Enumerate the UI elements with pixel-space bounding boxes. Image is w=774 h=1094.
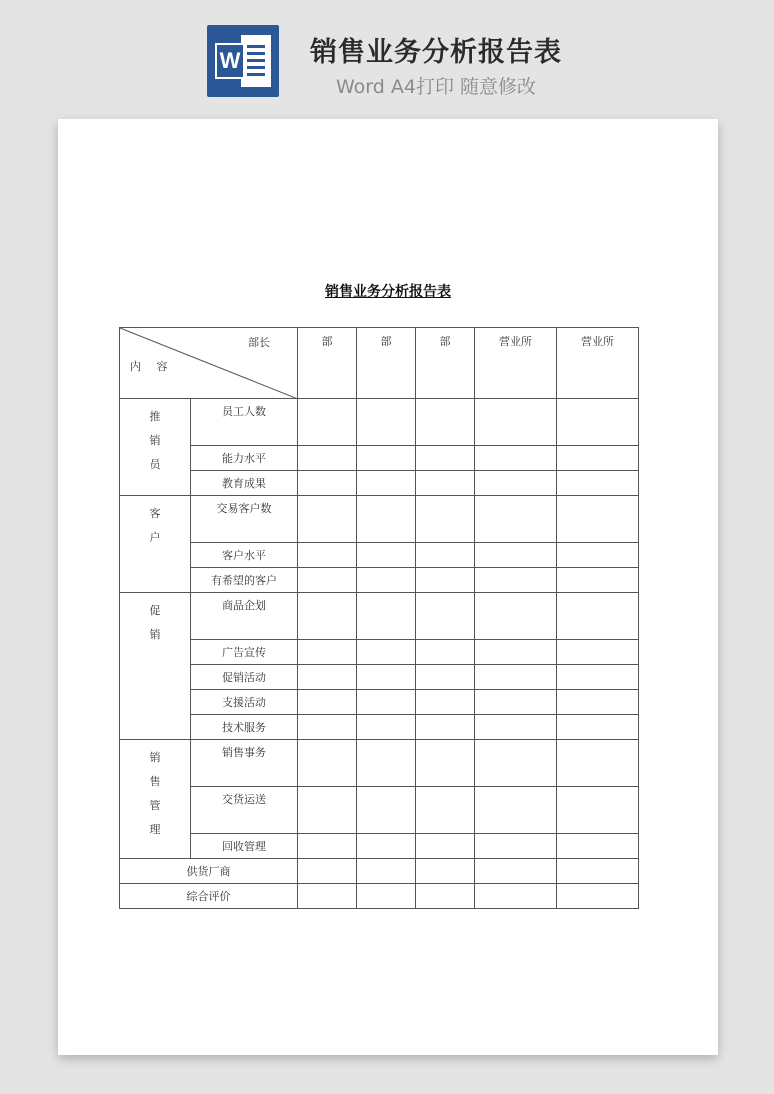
data-cell[interactable] bbox=[557, 640, 639, 665]
data-cell[interactable] bbox=[357, 593, 416, 640]
data-cell[interactable] bbox=[298, 715, 357, 740]
app-subtitle: Word A4打印 随意修改 bbox=[335, 76, 536, 98]
data-cell[interactable] bbox=[557, 787, 639, 834]
table-row bbox=[120, 740, 639, 787]
data-cell[interactable] bbox=[475, 593, 557, 640]
table-row bbox=[120, 543, 639, 568]
data-cell[interactable] bbox=[475, 787, 557, 834]
corner-content-label: 内 容 bbox=[130, 360, 174, 373]
data-cell[interactable] bbox=[298, 496, 357, 543]
header bbox=[0, 0, 774, 110]
column-header: 部 bbox=[357, 328, 416, 399]
data-cell[interactable] bbox=[357, 640, 416, 665]
data-cell[interactable] bbox=[298, 640, 357, 665]
table-row bbox=[120, 690, 639, 715]
data-cell[interactable] bbox=[475, 543, 557, 568]
data-cell[interactable] bbox=[416, 543, 475, 568]
data-cell[interactable] bbox=[475, 690, 557, 715]
data-cell[interactable] bbox=[557, 568, 639, 593]
row-label: 能力水平 bbox=[191, 446, 298, 471]
report-table bbox=[119, 327, 639, 909]
data-cell[interactable] bbox=[416, 787, 475, 834]
row-label: 技术服务 bbox=[191, 715, 298, 740]
data-cell[interactable] bbox=[298, 446, 357, 471]
table-row bbox=[120, 834, 639, 859]
data-cell[interactable] bbox=[557, 834, 639, 859]
row-label: 支援活动 bbox=[191, 690, 298, 715]
data-cell[interactable] bbox=[416, 399, 475, 446]
row-label: 交易客户数 bbox=[191, 496, 298, 543]
data-cell[interactable] bbox=[475, 715, 557, 740]
data-cell[interactable] bbox=[298, 568, 357, 593]
logo-letter: W bbox=[215, 43, 245, 79]
row-label: 教育成果 bbox=[191, 471, 298, 496]
column-header: 部 bbox=[298, 328, 357, 399]
data-cell[interactable] bbox=[357, 446, 416, 471]
data-cell[interactable] bbox=[357, 884, 416, 909]
table-row bbox=[120, 399, 639, 446]
data-cell[interactable] bbox=[475, 834, 557, 859]
data-cell[interactable] bbox=[416, 834, 475, 859]
table-row bbox=[120, 715, 639, 740]
data-cell[interactable] bbox=[298, 399, 357, 446]
data-cell[interactable] bbox=[557, 690, 639, 715]
data-cell[interactable] bbox=[475, 859, 557, 884]
data-cell[interactable] bbox=[357, 690, 416, 715]
row-label: 综合评价 bbox=[120, 884, 298, 909]
table-row bbox=[120, 568, 639, 593]
data-cell[interactable] bbox=[416, 690, 475, 715]
table-row bbox=[120, 446, 639, 471]
word-logo-icon bbox=[207, 25, 279, 97]
data-cell[interactable] bbox=[298, 593, 357, 640]
data-cell[interactable] bbox=[357, 715, 416, 740]
data-cell[interactable] bbox=[416, 859, 475, 884]
data-cell[interactable] bbox=[298, 787, 357, 834]
column-header: 部 bbox=[416, 328, 475, 399]
data-cell[interactable] bbox=[298, 834, 357, 859]
data-cell[interactable] bbox=[416, 446, 475, 471]
data-cell[interactable] bbox=[357, 543, 416, 568]
data-cell[interactable] bbox=[416, 740, 475, 787]
data-cell[interactable] bbox=[298, 740, 357, 787]
row-label: 促销活动 bbox=[191, 665, 298, 690]
data-cell[interactable] bbox=[357, 740, 416, 787]
corner-dept-label: 部长 bbox=[248, 336, 270, 349]
data-cell[interactable] bbox=[357, 787, 416, 834]
data-cell[interactable] bbox=[475, 884, 557, 909]
data-cell[interactable] bbox=[557, 496, 639, 543]
app-title: 销售业务分析报告表 bbox=[310, 37, 562, 68]
data-cell[interactable] bbox=[416, 715, 475, 740]
table-row bbox=[120, 665, 639, 690]
data-cell[interactable] bbox=[475, 640, 557, 665]
row-label: 交货运送 bbox=[191, 787, 298, 834]
data-cell[interactable] bbox=[557, 399, 639, 446]
column-header: 营业所 bbox=[557, 328, 639, 399]
row-label: 销售事务 bbox=[191, 740, 298, 787]
row-label: 客户水平 bbox=[191, 543, 298, 568]
data-cell[interactable] bbox=[357, 496, 416, 543]
group-label: 客 户 bbox=[120, 496, 191, 593]
row-label: 广告宣传 bbox=[191, 640, 298, 665]
table-row bbox=[120, 496, 639, 543]
row-label: 回收管理 bbox=[191, 834, 298, 859]
data-cell[interactable] bbox=[475, 740, 557, 787]
data-cell[interactable] bbox=[557, 446, 639, 471]
group-label: 销 售 管 理 bbox=[120, 740, 191, 859]
page-lines-icon bbox=[241, 35, 271, 87]
data-cell[interactable] bbox=[298, 884, 357, 909]
data-cell[interactable] bbox=[416, 665, 475, 690]
data-cell[interactable] bbox=[475, 496, 557, 543]
table-header-row bbox=[120, 328, 639, 399]
data-cell[interactable] bbox=[475, 568, 557, 593]
row-label: 商品企划 bbox=[191, 593, 298, 640]
group-label: 促 销 bbox=[120, 593, 191, 740]
data-cell[interactable] bbox=[557, 471, 639, 496]
data-cell[interactable] bbox=[357, 859, 416, 884]
group-label: 推 销 员 bbox=[120, 399, 191, 496]
data-cell[interactable] bbox=[298, 665, 357, 690]
data-cell[interactable] bbox=[475, 471, 557, 496]
data-cell[interactable] bbox=[357, 471, 416, 496]
data-cell[interactable] bbox=[298, 471, 357, 496]
table-row bbox=[120, 787, 639, 834]
data-cell[interactable] bbox=[357, 665, 416, 690]
data-cell[interactable] bbox=[557, 715, 639, 740]
data-cell[interactable] bbox=[557, 665, 639, 690]
row-label: 供货厂商 bbox=[120, 859, 298, 884]
table-row bbox=[120, 640, 639, 665]
data-cell[interactable] bbox=[416, 496, 475, 543]
data-cell[interactable] bbox=[416, 884, 475, 909]
table-row bbox=[120, 884, 639, 909]
row-label: 有希望的客户 bbox=[191, 568, 298, 593]
table-row bbox=[120, 593, 639, 640]
row-label: 员工人数 bbox=[191, 399, 298, 446]
data-cell[interactable] bbox=[475, 399, 557, 446]
data-cell[interactable] bbox=[557, 859, 639, 884]
data-cell[interactable] bbox=[557, 884, 639, 909]
table-row bbox=[120, 859, 639, 884]
data-cell[interactable] bbox=[557, 543, 639, 568]
data-cell[interactable] bbox=[357, 399, 416, 446]
document-title: 销售业务分析报告表 bbox=[325, 284, 451, 300]
data-cell[interactable] bbox=[475, 665, 557, 690]
data-cell[interactable] bbox=[416, 471, 475, 496]
document-page bbox=[58, 119, 718, 1055]
data-cell[interactable] bbox=[416, 568, 475, 593]
column-header: 营业所 bbox=[475, 328, 557, 399]
data-cell[interactable] bbox=[357, 568, 416, 593]
table-row bbox=[120, 471, 639, 496]
data-cell[interactable] bbox=[557, 740, 639, 787]
data-cell[interactable] bbox=[557, 593, 639, 640]
data-cell[interactable] bbox=[298, 543, 357, 568]
data-cell[interactable] bbox=[416, 593, 475, 640]
corner-cell bbox=[120, 328, 298, 399]
data-cell[interactable] bbox=[298, 859, 357, 884]
data-cell[interactable] bbox=[416, 640, 475, 665]
data-cell[interactable] bbox=[298, 690, 357, 715]
data-cell[interactable] bbox=[475, 446, 557, 471]
data-cell[interactable] bbox=[357, 834, 416, 859]
